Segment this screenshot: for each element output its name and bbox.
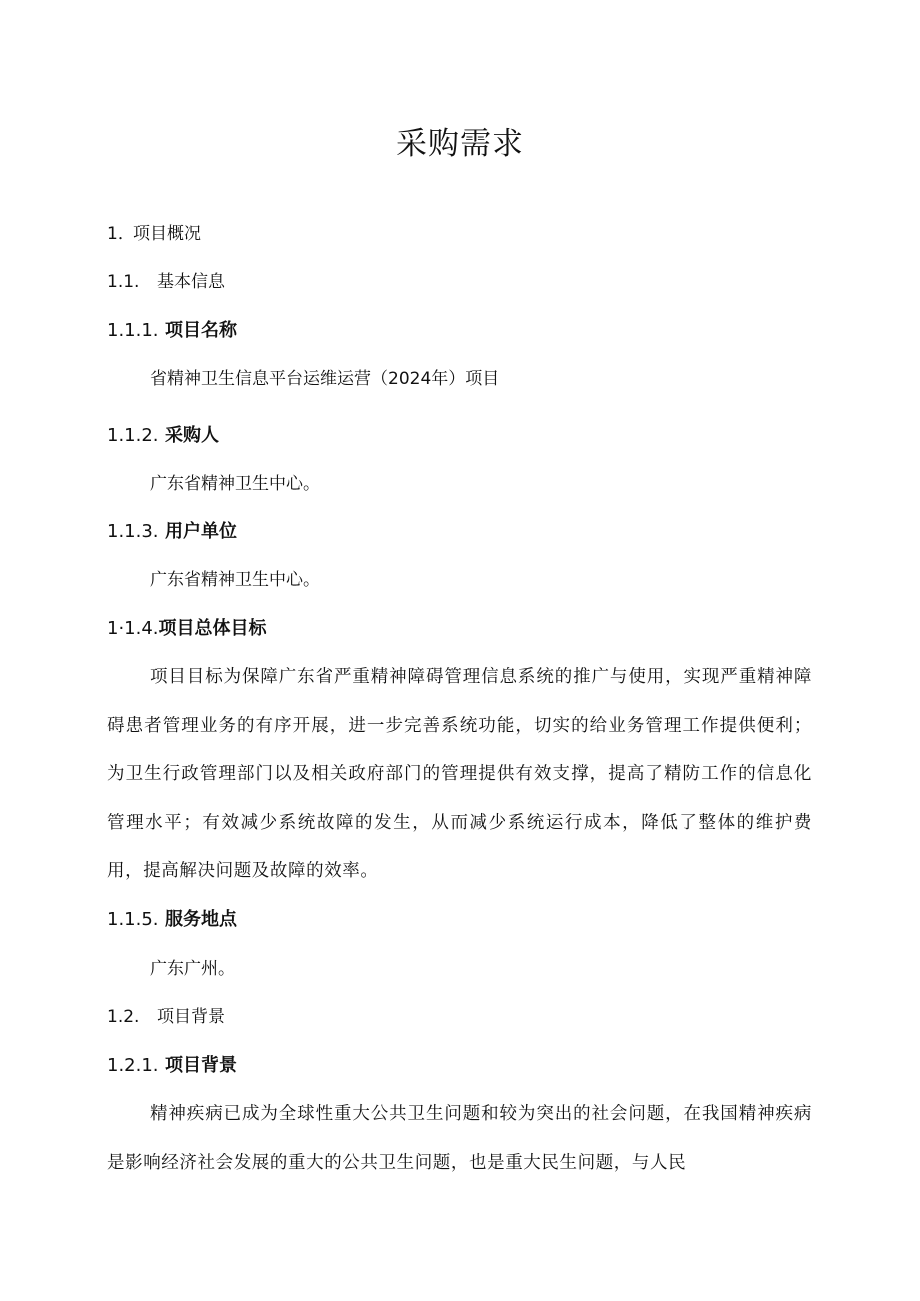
heading-section-1-1-5 xyxy=(107,908,237,932)
service-location-text: 广东广州。 xyxy=(150,959,235,979)
heading-section-1-2 xyxy=(107,1005,225,1029)
section-number: 1.1.3. xyxy=(107,521,159,542)
section-number: 1.1.5. xyxy=(107,909,159,930)
section-title: 基本信息 xyxy=(157,272,225,292)
section-title: 项目总体目标 xyxy=(158,618,267,639)
heading-section-1-1-4 xyxy=(107,617,267,641)
project-background-paragraph: 精神疾病已成为全球性重大公共卫生问题和较为突出的社会问题，在我国精神疾病是影响经济社会发展的重大的公共卫生问题，也是重大民生问题，与人民 xyxy=(107,1104,812,1173)
heading-section-1-1-3 xyxy=(107,520,237,544)
heading-section-1-1-1 xyxy=(107,319,237,343)
section-title: 用户单位 xyxy=(165,521,237,542)
section-title: 项目概况 xyxy=(133,224,201,244)
section-number: 1.1. xyxy=(107,272,140,292)
section-title: 服务地点 xyxy=(165,909,237,930)
heading-section-1-1 xyxy=(107,270,225,294)
section-number: 1.1.1. xyxy=(107,320,159,341)
project-goal-paragraph: 项目目标为保障广东省严重精神障碍管理信息系统的推广与使用，实现严重精神障碍患者管理业务的有序开展，进一步完善系统功能，切实的给业务管理工作提供便利；为卫生行政管理部门以及相关政府部门的管理提供有效支撑，提高了精防工作的信息化管理水平；有效减少系统故障的发生，从而减少系统运行成本，降低了整体的维护费用，提高解决问题及故障的效率。 xyxy=(107,667,812,882)
purchaser-text: 广东省精神卫生中心。 xyxy=(150,474,320,494)
document-title: 采购需求 xyxy=(396,126,524,162)
section-number: 1·1.4. xyxy=(107,618,159,639)
user-unit-text: 广东省精神卫生中心。 xyxy=(150,570,320,590)
section-title: 项目背景 xyxy=(157,1007,225,1027)
heading-section-1 xyxy=(107,222,201,246)
project-name-text: 省精神卫生信息平台运维运营（2024年）项目 xyxy=(150,369,500,389)
section-number: 1． xyxy=(107,224,135,244)
section-title: 采购人 xyxy=(165,425,219,446)
section-number: 1.2. xyxy=(107,1007,140,1027)
heading-section-1-2-1 xyxy=(107,1054,237,1078)
section-title: 项目背景 xyxy=(165,1055,237,1076)
section-number: 1.2.1. xyxy=(107,1055,159,1076)
section-number: 1.1.2. xyxy=(107,425,159,446)
section-title: 项目名称 xyxy=(165,320,237,341)
heading-section-1-1-2 xyxy=(107,424,219,448)
